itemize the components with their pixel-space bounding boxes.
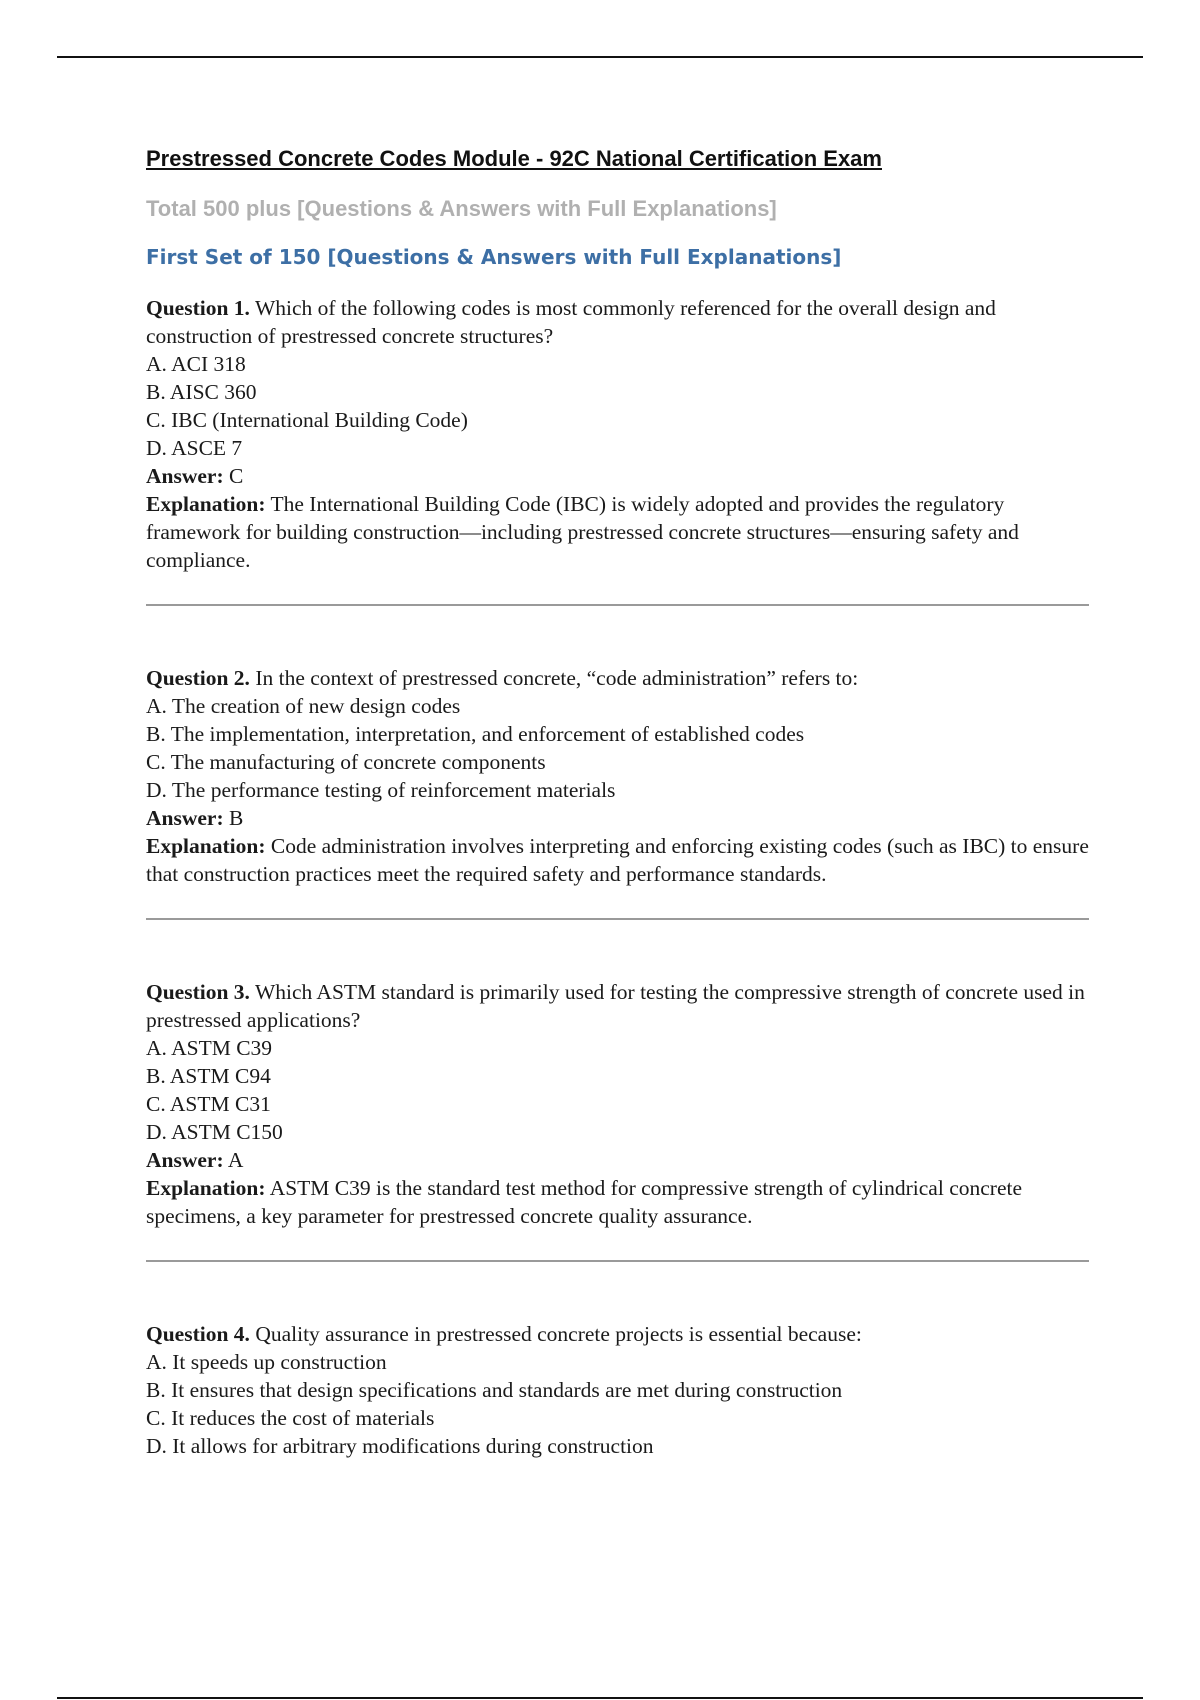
question-label: Question 1. <box>146 296 250 320</box>
option-d: D. It allows for arbitrary modifications during construction <box>146 1434 654 1458</box>
question-stem <box>146 1320 1096 1348</box>
question-label: Question 4. <box>146 1322 250 1346</box>
question-stem <box>146 664 1096 692</box>
question-list <box>146 294 1096 1460</box>
set-heading: First Set of 150 [Questions & Answers with Full Explanations] <box>146 245 842 269</box>
option-b: B. AISC 360 <box>146 380 257 404</box>
explanation-text: The International Building Code (IBC) is widely adopted and provides the regulatory framework for building construction—including prestressed concrete structures—ensuring safety and compliance. <box>146 492 1019 572</box>
option-b: B. ASTM C94 <box>146 1064 271 1088</box>
answer-line <box>146 462 1096 490</box>
option-c: C. It reduces the cost of materials <box>146 1406 435 1430</box>
option-a: A. ASTM C39 <box>146 1036 273 1060</box>
question-text: Which ASTM standard is primarily used for testing the compressive strength of concrete used in prestressed applications? <box>146 980 1085 1032</box>
question-text: In the context of prestressed concrete, “code administration” refers to: <box>255 666 859 690</box>
document-subtitle: Total 500 plus [Questions & Answers with Full Explanations] <box>146 196 777 221</box>
answer-line <box>146 1146 1096 1174</box>
question-4 <box>146 1320 1096 1460</box>
question-stem <box>146 294 1096 350</box>
option-a: A. ACI 318 <box>146 352 246 376</box>
answer-value: A <box>227 1148 244 1172</box>
question-label: Question 2. <box>146 666 250 690</box>
option-d: D. The performance testing of reinforcement materials <box>146 778 616 802</box>
explanation-label: Explanation: <box>146 492 266 516</box>
explanation <box>146 832 1096 888</box>
option-d: D. ASTM C150 <box>146 1120 283 1144</box>
answer-label: Answer: <box>146 1148 224 1172</box>
option-c: C. ASTM C31 <box>146 1092 271 1116</box>
explanation-label: Explanation: <box>146 834 266 858</box>
answer-label: Answer: <box>146 806 224 830</box>
option-b: B. The implementation, interpretation, and enforcement of established codes <box>146 722 805 746</box>
option-d: D. ASCE 7 <box>146 436 243 460</box>
option-a: A. The creation of new design codes <box>146 694 461 718</box>
page-top-rule <box>57 56 1143 58</box>
option-b: B. It ensures that design specifications and standards are met during construction <box>146 1378 843 1402</box>
question-text: Quality assurance in prestressed concrete projects is essential because: <box>255 1322 862 1346</box>
page-bottom-rule <box>57 1697 1143 1699</box>
question-2 <box>146 664 1096 888</box>
explanation <box>146 490 1096 574</box>
explanation-label: Explanation: <box>146 1176 266 1200</box>
question-1 <box>146 294 1096 574</box>
explanation <box>146 1174 1096 1230</box>
explanation-text: ASTM C39 is the standard test method for compressive strength of cylindrical concrete specimens, a key parameter for prestressed concrete quality assurance. <box>146 1176 1022 1228</box>
answer-label: Answer: <box>146 464 224 488</box>
question-label: Question 3. <box>146 980 250 1004</box>
question-3 <box>146 978 1096 1230</box>
document-body <box>146 142 1096 1460</box>
option-a: A. It speeds up construction <box>146 1350 387 1374</box>
question-stem <box>146 978 1096 1034</box>
option-c: C. The manufacturing of concrete components <box>146 750 546 774</box>
answer-value: B <box>229 806 244 830</box>
question-separator <box>146 918 1089 920</box>
question-text: Which of the following codes is most commonly referenced for the overall design and construction of prestressed concrete structures? <box>146 296 996 348</box>
answer-line <box>146 804 1096 832</box>
answer-value: C <box>229 464 244 488</box>
explanation-text: Code administration involves interpreting and enforcing existing codes (such as IBC) to ensure that construction practices meet the required safety and performance standards. <box>146 834 1089 886</box>
question-separator <box>146 604 1089 606</box>
document-title: Prestressed Concrete Codes Module - 92C National Certification Exam <box>146 146 882 171</box>
option-c: C. IBC (International Building Code) <box>146 408 468 432</box>
question-separator <box>146 1260 1089 1262</box>
